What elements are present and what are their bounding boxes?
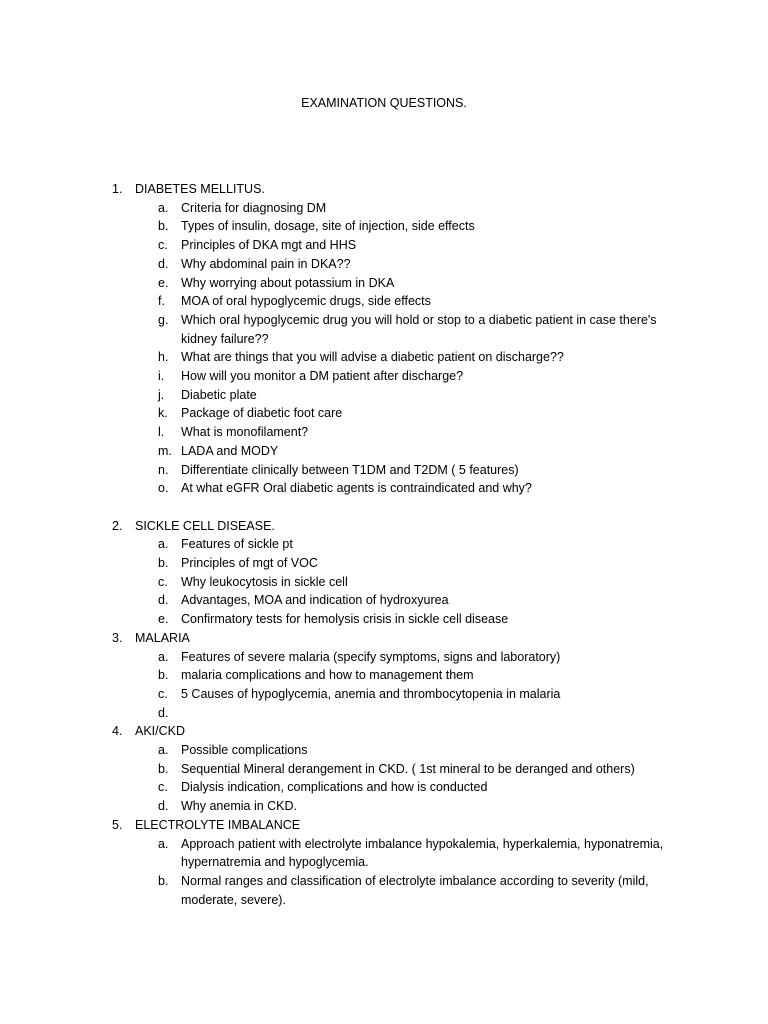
list-item (0, 797, 768, 816)
item-text: Principles of DKA mgt and HHS (181, 238, 357, 253)
item-text: Criteria for diagnosing DM (181, 200, 327, 215)
item-letter: k. (158, 406, 168, 421)
item-letter: a. (158, 200, 169, 215)
question-items (0, 648, 768, 723)
item-letter: d. (158, 256, 169, 271)
list-item (0, 423, 768, 442)
section-heading (0, 517, 768, 536)
item-text: Differentiate clinically between T1DM and T2DM ( 5 features) (181, 462, 519, 477)
item-text: Why abdominal pain in DKA?? (181, 256, 351, 271)
question-items (0, 741, 768, 816)
item-letter: a. (158, 836, 169, 851)
item-letter: h. (158, 350, 169, 365)
list-item (0, 442, 768, 461)
item-letter: b. (158, 761, 169, 776)
list-item (0, 461, 768, 480)
item-letter: a. (158, 743, 169, 757)
section-heading (0, 816, 768, 835)
item-text: Sequential Mineral derangement in CKD. ( 1st mineral to be deranged and others) (181, 761, 635, 776)
list-item (0, 835, 768, 872)
list-item (0, 760, 768, 779)
item-letter: l. (158, 425, 165, 440)
section (0, 180, 768, 498)
question-items (0, 835, 768, 910)
list-item (0, 666, 768, 685)
item-letter: f. (158, 294, 165, 309)
section-heading-text: ELECTROLYTE IMBALANCE (135, 817, 301, 832)
list-item (0, 274, 768, 293)
section-heading-text: MALARIA (135, 630, 190, 645)
section-heading (0, 722, 768, 741)
item-text: Features of sickle pt (181, 537, 293, 552)
item-text: Principles of mgt of VOC (181, 556, 318, 571)
list-item (0, 386, 768, 405)
item-letter: b. (158, 219, 169, 234)
list-item (0, 648, 768, 667)
item-text: Dialysis indication, complications and how is conducted (181, 780, 488, 795)
list-item (0, 872, 768, 909)
item-text: malaria complications and how to management them (181, 668, 474, 683)
list-item (0, 255, 768, 274)
item-text: Features of severe malaria (specify symptoms, signs and laboratory) (181, 649, 561, 664)
list-item (0, 704, 768, 723)
list-item (0, 741, 768, 760)
item-letter: d. (158, 593, 169, 608)
item-letter: m. (158, 443, 172, 458)
item-letter: c. (158, 780, 168, 795)
section (0, 722, 768, 816)
section (0, 816, 768, 910)
item-letter: d. (158, 705, 169, 720)
item-text: Why worrying about potassium in DKA (181, 275, 395, 290)
section (0, 629, 768, 722)
list-item (0, 367, 768, 386)
item-letter: a. (158, 649, 169, 664)
item-text: Package of diabetic foot care (181, 406, 343, 421)
item-text: Why leukocytosis in sickle cell (181, 574, 348, 589)
document-title: EXAMINATION QUESTIONS. (301, 96, 467, 110)
question-list (0, 180, 768, 909)
item-text: What are things that you will advise a diabetic patient on discharge?? (181, 350, 564, 365)
item-text: Types of insulin, dosage, site of injection, side effects (181, 219, 475, 234)
item-letter: b. (158, 668, 169, 683)
list-item (0, 404, 768, 423)
item-text: MOA of oral hypoglycemic drugs, side effects (181, 294, 431, 309)
item-text: 5 Causes of hypoglycemia, anemia and thrombocytopenia in malaria (181, 686, 561, 701)
section-number: 1. (112, 182, 123, 196)
item-letter: e. (158, 612, 169, 627)
list-item (0, 778, 768, 797)
item-text: Possible complications (181, 743, 308, 757)
list-item (0, 535, 768, 554)
item-text: What is monofilament? (181, 425, 309, 440)
item-text: Why anemia in CKD. (181, 799, 298, 814)
item-letter: c. (158, 574, 168, 589)
section-number: 4. (112, 724, 123, 739)
item-text: Normal ranges and classification of electrolyte imbalance according to severity (mild, moderate, severe). (181, 873, 649, 907)
item-text: Advantages, MOA and indication of hydroxyurea (181, 593, 449, 608)
section-heading-text: AKI/CKD (135, 724, 186, 739)
item-letter: c. (158, 686, 168, 701)
list-item (0, 217, 768, 236)
section (0, 517, 768, 629)
list-item (0, 311, 768, 348)
item-letter: d. (158, 799, 169, 814)
list-item (0, 685, 768, 704)
section-number: 2. (112, 518, 123, 533)
item-text: Confirmatory tests for hemolysis crisis in sickle cell disease (181, 612, 509, 627)
section-number: 5. (112, 817, 123, 832)
list-item (0, 591, 768, 610)
section-heading-text: DIABETES MELLITUS. (135, 182, 265, 196)
list-item (0, 292, 768, 311)
question-items (0, 535, 768, 629)
item-letter: o. (158, 481, 169, 496)
list-item (0, 236, 768, 255)
item-text: Diabetic plate (181, 387, 257, 402)
item-letter: i. (158, 369, 165, 384)
list-item (0, 348, 768, 367)
item-text: Approach patient with electrolyte imbalance hypokalemia, hyperkalemia, hyponatremia, hypernatremia and hypoglycemia. (181, 836, 664, 870)
section-number: 3. (112, 630, 123, 645)
section-heading (0, 629, 768, 648)
item-text: LADA and MODY (181, 443, 279, 458)
item-text: How will you monitor a DM patient after discharge? (181, 369, 464, 384)
item-letter: c. (158, 238, 168, 253)
item-letter: a. (158, 537, 169, 552)
item-letter: b. (158, 873, 169, 888)
list-item (0, 610, 768, 629)
item-text: At what eGFR Oral diabetic agents is contraindicated and why? (181, 481, 532, 496)
item-text: Which oral hypoglycemic drug you will hold or stop to a diabetic patient in case there's kidney failure?? (181, 312, 657, 346)
item-letter: e. (158, 275, 169, 290)
question-items (0, 199, 768, 498)
list-item (0, 554, 768, 573)
list-item (0, 199, 768, 218)
item-letter: n. (158, 462, 169, 477)
list-item (0, 573, 768, 592)
item-letter: g. (158, 312, 169, 327)
section-heading-text: SICKLE CELL DISEASE. (135, 518, 275, 533)
section-heading (0, 180, 768, 199)
item-letter: b. (158, 556, 169, 571)
item-letter: j. (158, 387, 165, 402)
list-item (0, 479, 768, 498)
